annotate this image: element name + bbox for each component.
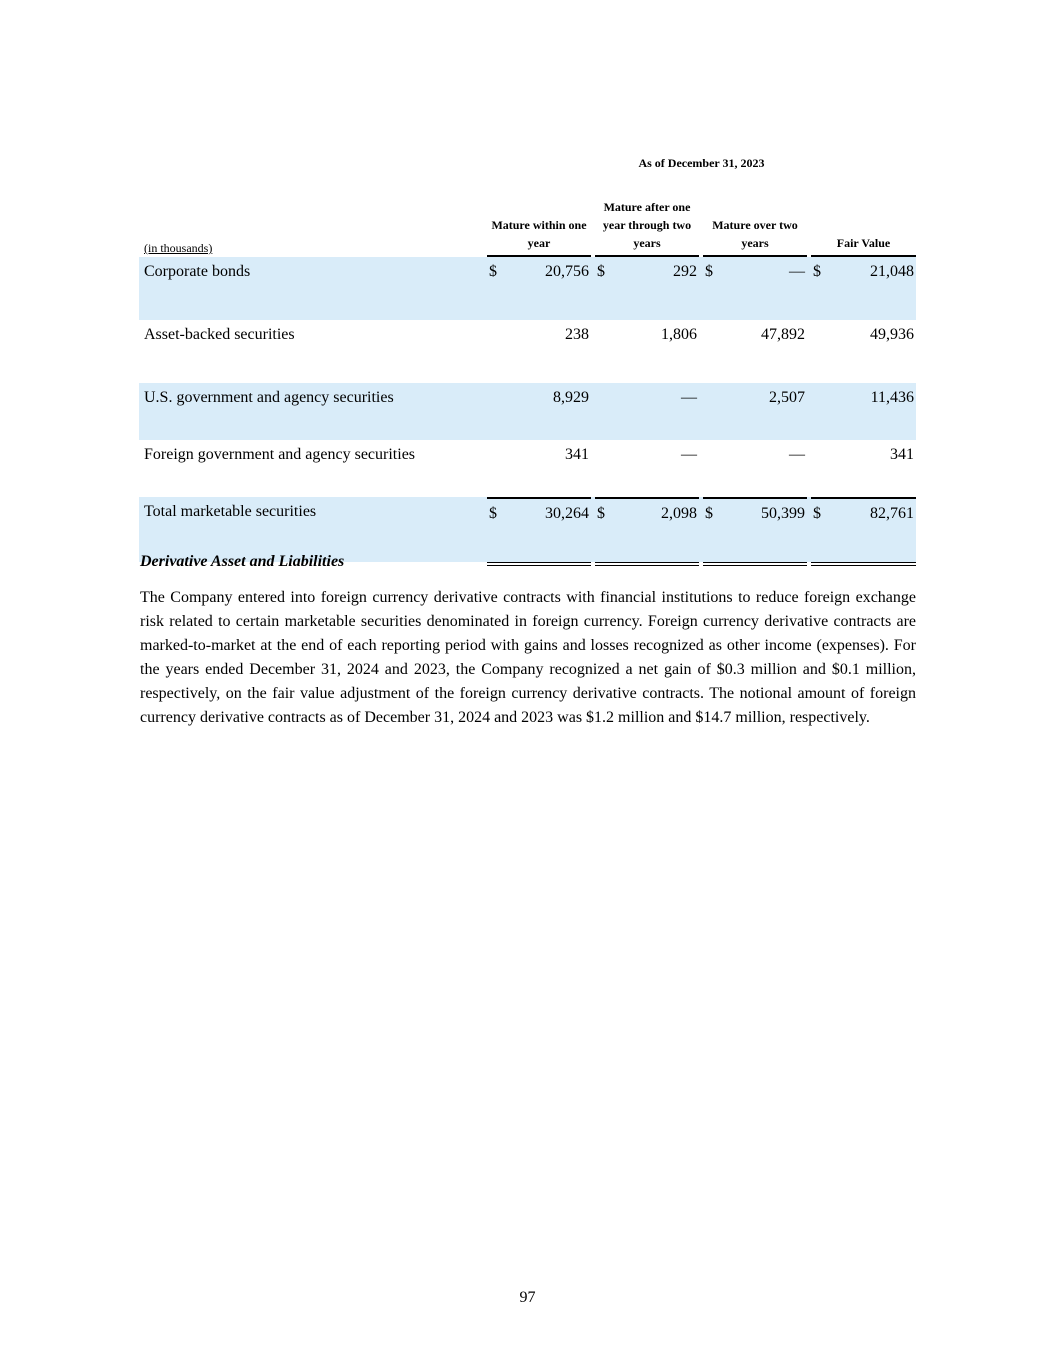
table-cell: 21,048: [870, 263, 914, 280]
currency-symbol: $: [597, 263, 605, 280]
body-paragraph: The Company entered into foreign currency derivative contracts with financial institutions to reduce foreign exchange risk related to certain marketable securities denominated in foreign currency. Foreign currency derivative contracts are marked-to-market at the end of each reporting period with gains and losses recognized as other income (expenses). For the years ended December 31, 2024 and 2023, the Company recognized a net gain of $0.3 million and $0.1 million, respectively, on the fair value adjustment of the foreign currency derivative contracts. The notional amount of foreign currency derivative contracts as of December 31, 2024 and 2023 was $1.2 million and $14.7 million, respectively.: [140, 589, 916, 726]
row-label: Asset-backed securities: [144, 326, 295, 343]
currency-symbol: $: [705, 505, 713, 522]
table-cell: 238: [565, 326, 589, 343]
page-number: 97: [519, 1289, 536, 1306]
row-label: Foreign government and agency securities: [144, 446, 416, 463]
row-label: U.S. government and agency securities: [139, 383, 487, 440]
table-cell: 341: [565, 446, 589, 463]
table-cell: —: [789, 446, 805, 463]
table-cell: 50,399: [761, 505, 805, 522]
unit-label: (in thousands): [144, 241, 213, 255]
column-header: Mature after one year through two years: [595, 178, 699, 257]
table-row: [139, 320, 916, 383]
marketable-securities-table: [139, 178, 916, 578]
table-period-header: As of December 31, 2023: [638, 156, 765, 170]
table-cell: 8,929: [553, 389, 589, 406]
table-cell: 82,761: [870, 505, 914, 522]
table-cell: 2,507: [769, 389, 805, 406]
row-label: Total marketable securities: [139, 497, 487, 562]
currency-symbol: $: [705, 263, 713, 280]
currency-symbol: $: [489, 263, 497, 280]
currency-symbol: $: [597, 505, 605, 522]
table-cell: 20,756: [545, 263, 589, 280]
currency-symbol: $: [489, 505, 497, 522]
row-label: Corporate bonds: [139, 257, 487, 320]
table-row: [139, 440, 916, 497]
table-cell: 1,806: [661, 326, 697, 343]
table-cell: —: [681, 446, 697, 463]
table-cell: 341: [890, 446, 914, 463]
table-cell: 11,436: [870, 389, 914, 406]
table-cell: 47,892: [761, 326, 805, 343]
currency-symbol: $: [813, 263, 821, 280]
table-cell: 2,098: [661, 505, 697, 522]
table-cell: 30,264: [545, 505, 589, 522]
table-cell: —: [681, 389, 697, 406]
column-header: Mature over two years: [703, 178, 807, 257]
table-cell: —: [789, 263, 805, 280]
table-cell: 49,936: [870, 326, 914, 343]
table-row: [139, 383, 916, 440]
currency-symbol: $: [813, 505, 821, 522]
column-header: Mature within one year: [487, 178, 591, 257]
table-row: [139, 257, 916, 320]
table-header-row: [139, 178, 916, 257]
table-cell: 292: [673, 263, 697, 280]
column-header: Fair Value: [811, 178, 916, 257]
section-heading: Derivative Asset and Liabilities: [140, 553, 345, 570]
